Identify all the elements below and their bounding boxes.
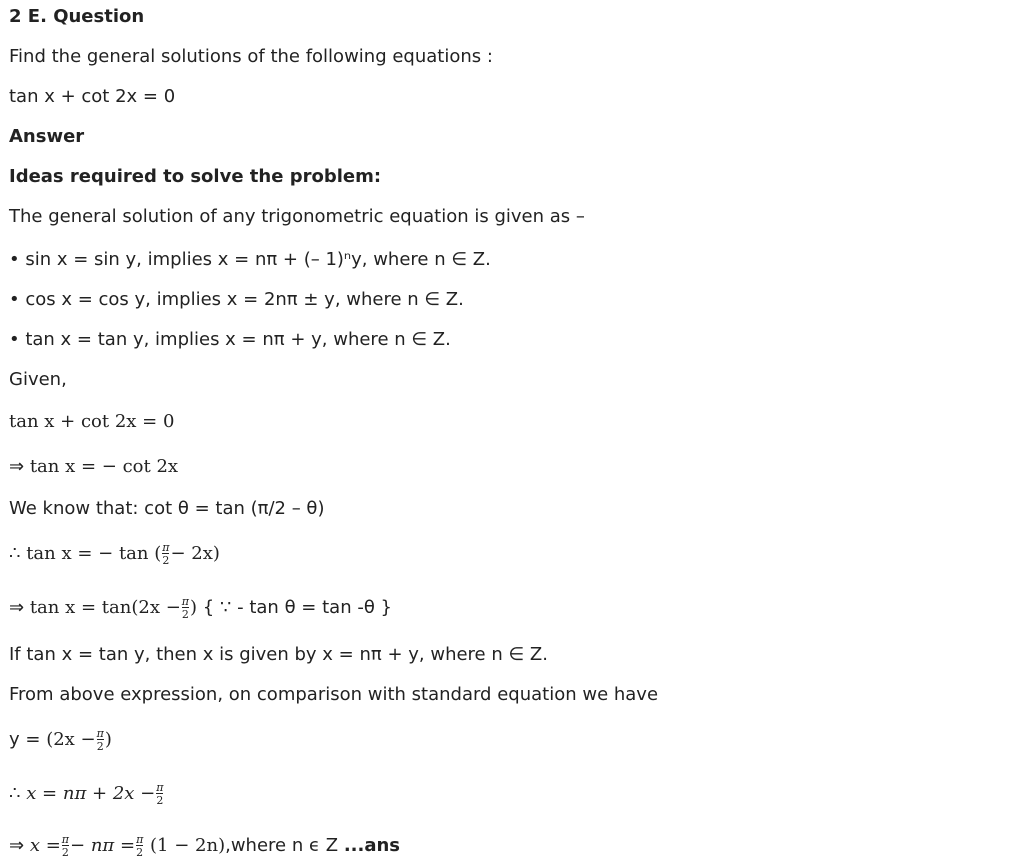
step-3-right: ) — [190, 597, 198, 618]
question-equation: tan x + cot 2x = 0 — [9, 86, 176, 107]
therefore-symbol: ∴ — [9, 543, 21, 564]
implies-symbol: ⇒ — [9, 597, 25, 618]
step-1-expression: tan x = − cot 2x — [29, 456, 179, 477]
fraction-pi-over-2: $\frac{\pi}{2}$ — [162, 541, 170, 567]
therefore-symbol: ∴ — [9, 783, 21, 804]
final-mid: − nπ = — [70, 835, 136, 856]
rule-text: If tan x = tan y, then x is given by x = nπ + y, where n ∈ Z. — [9, 644, 548, 665]
question-heading: 2 E. Question — [9, 6, 145, 27]
question-instruction: Find the general solutions of the following equations : — [9, 46, 493, 67]
step-4-expression: x = nπ + 2x − — [26, 783, 156, 804]
fraction-pi-over-2: $\frac{\pi}{2}$ — [181, 595, 190, 621]
fraction-pi-over-2: $\frac{\pi}{2}$ — [136, 833, 144, 859]
implies-symbol: ⇒ — [9, 456, 25, 477]
fraction-pi-over-2: $\frac{\pi}{2}$ — [156, 781, 164, 807]
y-left: (2x − — [46, 729, 96, 750]
bullet-sin: • sin x = sin y, implies x = nπ + (– 1)ⁿy, where n ∈ Z. — [9, 249, 491, 270]
step-2-right: − 2x) — [170, 543, 220, 564]
final-tail: ,where n ϵ Z — [225, 835, 339, 856]
answer-marker: ...ans — [343, 835, 401, 856]
equation-step-3 — [9, 596, 392, 620]
comparison-text: From above expression, on comparison with standard equation we have — [9, 684, 659, 705]
fraction-pi-over-2: $\frac{\pi}{2}$ — [96, 727, 104, 753]
final-paren: (1 − 2n) — [150, 835, 226, 856]
implies-symbol: ⇒ — [9, 835, 25, 856]
equation-final — [9, 834, 400, 858]
bullet-cos: • cos x = cos y, implies x = 2nπ ± y, where n ∈ Z. — [9, 289, 464, 310]
y-label: y = — [9, 729, 41, 750]
equation-y — [9, 728, 112, 752]
step-3-note: { ∵ - tan θ = tan -θ } — [202, 597, 393, 618]
step-2-left: tan x = − tan ( — [26, 543, 162, 564]
fraction-pi-over-2: $\frac{\pi}{2}$ — [61, 833, 70, 859]
given-label: Given, — [9, 369, 67, 390]
equation-step-4 — [9, 782, 164, 806]
equation-step-2 — [9, 542, 220, 566]
answer-heading: Answer — [9, 126, 85, 147]
bullet-tan: • tan x = tan y, implies x = nπ + y, where n ∈ Z. — [9, 329, 451, 350]
intro-text: The general solution of any trigonometric equation is given as – — [9, 206, 585, 227]
final-x: x = — [29, 835, 61, 856]
ideas-heading: Ideas required to solve the problem: — [9, 166, 382, 187]
y-right: ) — [104, 729, 112, 750]
step-3-left: tan x = tan(2x − — [29, 597, 181, 618]
equation-given: tan x + cot 2x = 0 — [9, 411, 175, 432]
identity-text: We know that: cot θ = tan (π/2 – θ) — [9, 498, 325, 519]
equation-step-1 — [9, 456, 178, 478]
